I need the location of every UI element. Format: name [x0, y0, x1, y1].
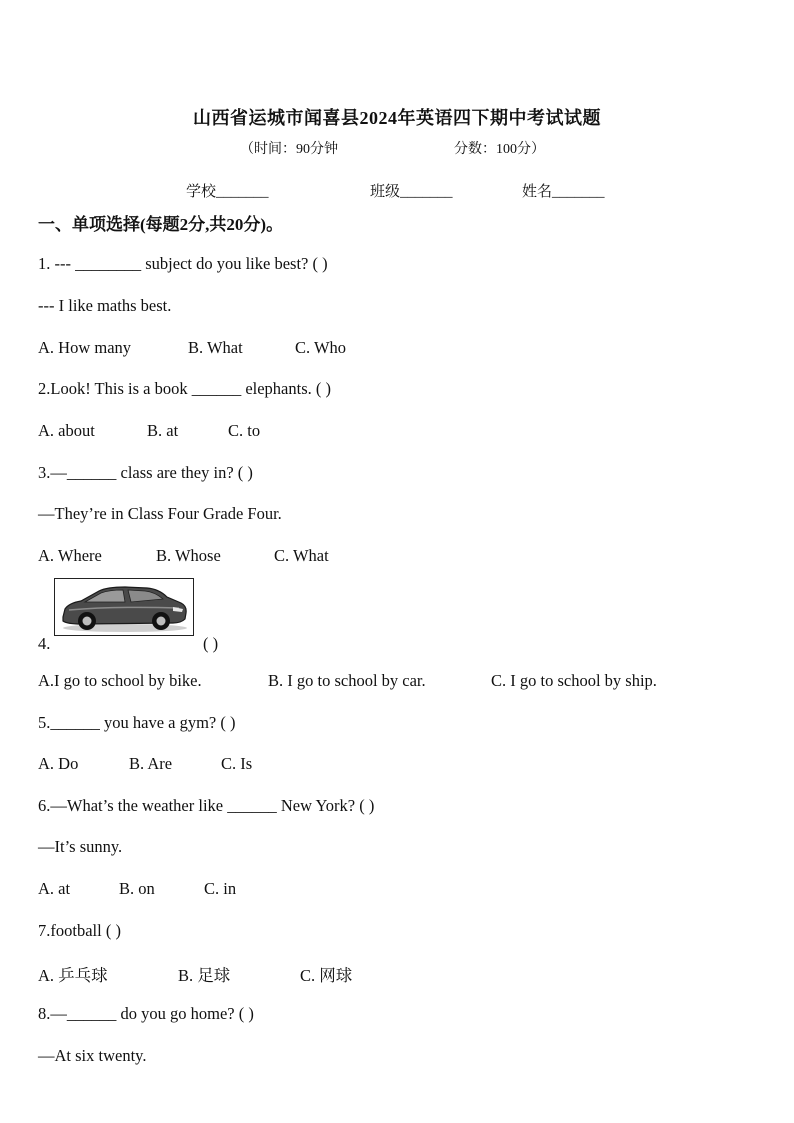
question-3-answer-line: —They’re in Class Four Grade Four.: [38, 504, 282, 523]
car-image-frame: [54, 578, 194, 636]
question-6-answer-line: —It’s sunny.: [38, 837, 123, 856]
car-icon: [55, 579, 193, 635]
question-6-option-c: C. in: [204, 879, 237, 898]
question-2-option-a: A. about: [38, 421, 95, 440]
question-5-stem: 5.______ you have a gym? ( ): [38, 713, 236, 732]
exam-time: （时间：90分钟: [240, 142, 338, 157]
question-8-answer-line: —At six twenty.: [38, 1046, 147, 1065]
question-5-option-c: C. Is: [221, 754, 253, 773]
question-5-option-b: B. Are: [129, 754, 173, 773]
exam-score: 分数：100分）: [454, 142, 545, 157]
question-2-option-c: C. to: [228, 421, 261, 440]
exam-title: 山西省运城市闻喜县2024年英语四下期中考试试题: [193, 108, 601, 128]
question-4-number: 4.: [38, 634, 51, 653]
question-6-option-a: A. at: [38, 879, 71, 898]
name-field: 姓名_______: [522, 184, 605, 200]
question-8-stem: 8.—______ do you go home? ( ): [38, 1004, 254, 1023]
question-2-option-b: B. at: [147, 421, 179, 440]
question-4-option-a: A.I go to school by bike.: [38, 671, 202, 690]
question-5-option-a: A. Do: [38, 754, 79, 773]
question-1-option-c: C. Who: [295, 338, 347, 357]
question-7-option-b: B. 足球: [178, 966, 231, 985]
question-6-stem: 6.—What’s the weather like ______ New York? ( ): [38, 796, 375, 815]
question-7-stem: 7.football ( ): [38, 921, 121, 940]
question-1-stem: 1. --- ________ subject do you like best? ( ): [38, 254, 328, 273]
question-3-option-c: C. What: [274, 546, 329, 565]
question-3-option-a: A. Where: [38, 546, 102, 565]
question-1-option-a: A. How many: [38, 338, 132, 357]
question-3-stem: 3.—______ class are they in? ( ): [38, 463, 253, 482]
question-7-option-a: A. 乒乓球: [38, 966, 108, 985]
question-1-answer-line: --- I like maths best.: [38, 296, 172, 315]
question-3-option-b: B. Whose: [156, 546, 221, 565]
question-1-option-b: B. What: [188, 338, 243, 357]
question-7-option-c: C. 网球: [300, 966, 353, 985]
class-field: 班级_______: [370, 184, 453, 200]
question-4-option-b: B. I go to school by car.: [268, 671, 426, 690]
question-2-stem: 2.Look! This is a book ______ elephants. ( ): [38, 379, 331, 398]
question-6-option-b: B. on: [119, 879, 155, 898]
section-title: 一、单项选择(每题2分,共20分)。: [38, 215, 284, 234]
school-field: 学校_______: [186, 184, 269, 200]
question-4-option-c: C. I go to school by ship.: [491, 671, 657, 690]
question-4-paren: ( ): [203, 634, 219, 653]
